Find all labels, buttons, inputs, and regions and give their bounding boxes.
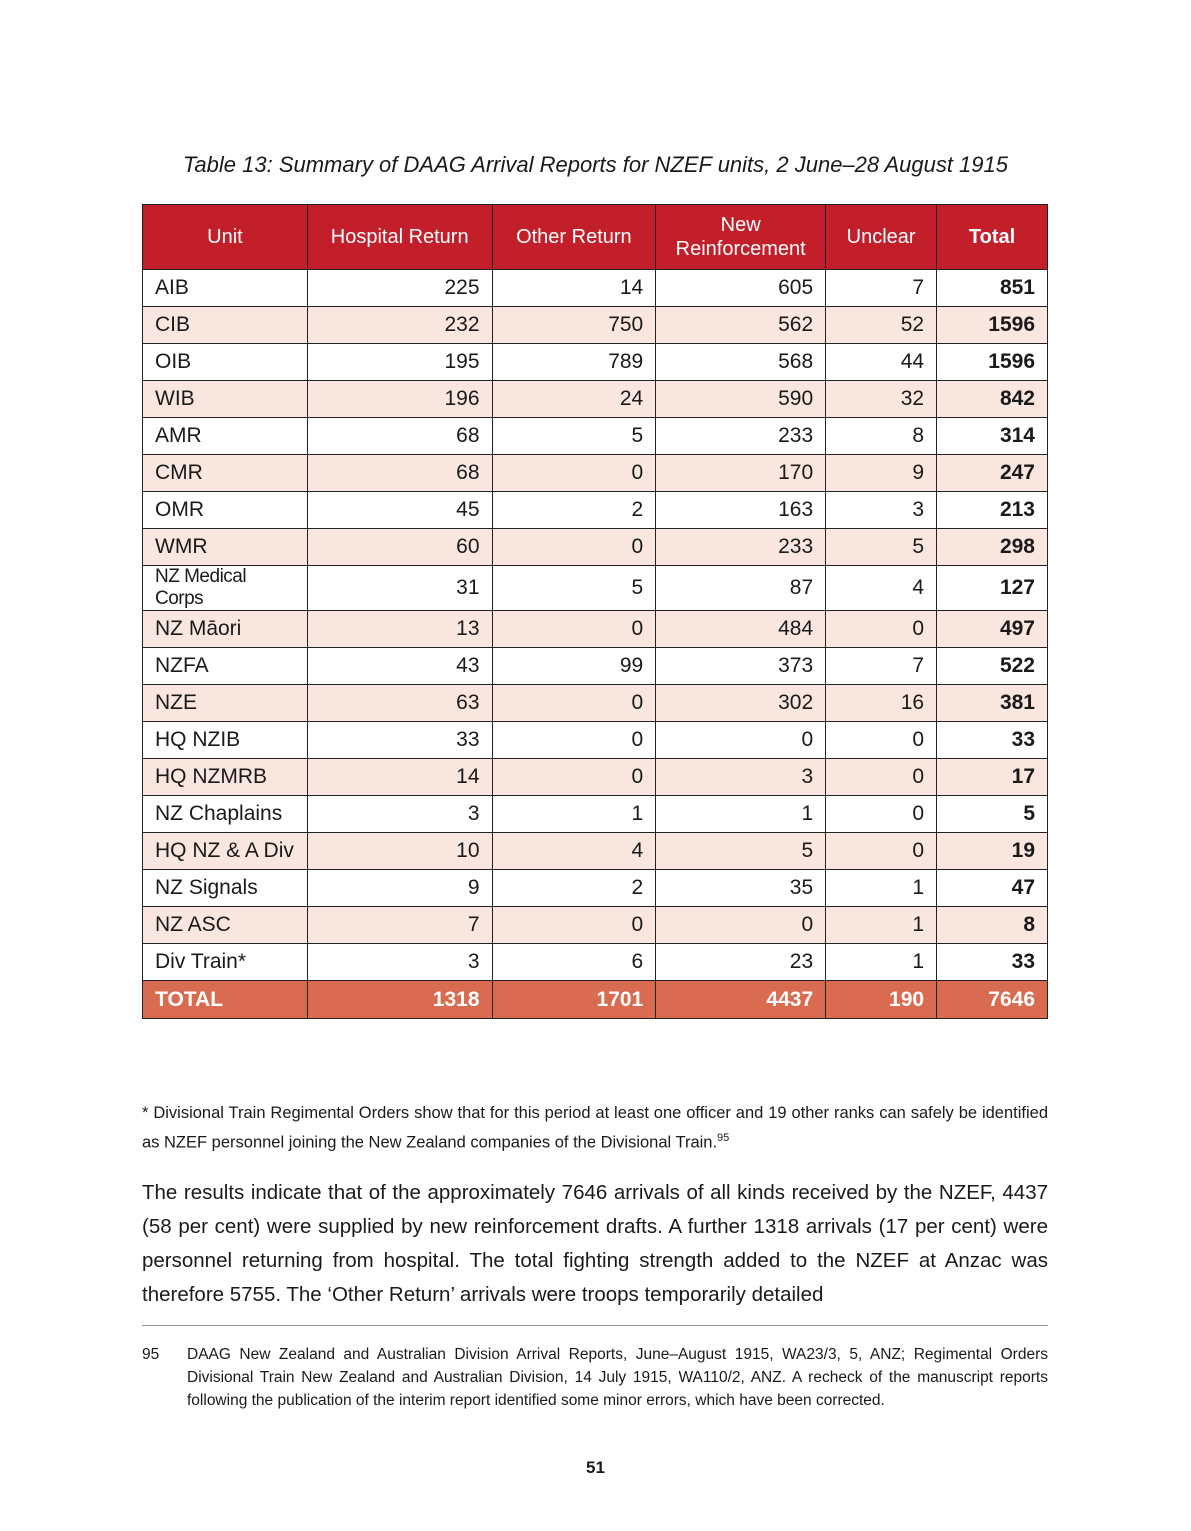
total-cell-new-reinforcement: 4437 <box>656 981 826 1019</box>
cell-new-reinforcement: 0 <box>656 907 826 944</box>
cell-hospital-return: 10 <box>307 833 492 870</box>
cell-total: 851 <box>937 270 1048 307</box>
cell-other-return: 0 <box>492 907 656 944</box>
cell-hospital-return: 68 <box>307 455 492 492</box>
table-row <box>143 648 1048 685</box>
cell-total: 381 <box>937 685 1048 722</box>
cell-other-return: 750 <box>492 307 656 344</box>
table-note-text: * Divisional Train Regimental Orders show that for this period at least one officer and 19 other ranks can safely be identified as NZEF personnel joining the New Zealand companies of the Divisional Train. <box>142 1104 1048 1152</box>
cell-total: 33 <box>937 944 1048 981</box>
page-number: 51 <box>586 1458 605 1477</box>
header-hospital-return: Hospital Return <box>307 205 492 270</box>
cell-hospital-return: 31 <box>307 566 492 611</box>
cell-new-reinforcement: 1 <box>656 796 826 833</box>
cell-hospital-return: 14 <box>307 759 492 796</box>
cell-unclear: 0 <box>826 833 937 870</box>
cell-hospital-return: 68 <box>307 418 492 455</box>
cell-new-reinforcement: 87 <box>656 566 826 611</box>
cell-other-return: 24 <box>492 381 656 418</box>
table-row <box>143 418 1048 455</box>
cell-unit: HQ NZMRB <box>143 759 308 796</box>
cell-unit: HQ NZ & A Div <box>143 833 308 870</box>
table-row <box>143 907 1048 944</box>
cell-total: 497 <box>937 611 1048 648</box>
footnote-divider <box>142 1325 1048 1326</box>
cell-hospital-return: 45 <box>307 492 492 529</box>
cell-unclear: 1 <box>826 907 937 944</box>
cell-unclear: 0 <box>826 759 937 796</box>
total-cell-unit: TOTAL <box>143 981 308 1019</box>
cell-unit: AMR <box>143 418 308 455</box>
cell-unclear: 0 <box>826 722 937 759</box>
cell-other-return: 2 <box>492 492 656 529</box>
cell-new-reinforcement: 562 <box>656 307 826 344</box>
cell-total: 213 <box>937 492 1048 529</box>
cell-unit: OIB <box>143 344 308 381</box>
cell-unclear: 8 <box>826 418 937 455</box>
cell-new-reinforcement: 5 <box>656 833 826 870</box>
cell-unclear: 1 <box>826 870 937 907</box>
cell-unclear: 44 <box>826 344 937 381</box>
cell-other-return: 5 <box>492 418 656 455</box>
cell-total: 298 <box>937 529 1048 566</box>
cell-unit: NZ Signals <box>143 870 308 907</box>
cell-other-return: 0 <box>492 611 656 648</box>
cell-other-return: 0 <box>492 722 656 759</box>
cell-unit: NZ Māori <box>143 611 308 648</box>
cell-hospital-return: 13 <box>307 611 492 648</box>
cell-unit: NZ ASC <box>143 907 308 944</box>
cell-unit: CIB <box>143 307 308 344</box>
header-new-reinforcement: New Reinforcement <box>656 205 826 270</box>
cell-unit: OMR <box>143 492 308 529</box>
cell-hospital-return: 225 <box>307 270 492 307</box>
cell-new-reinforcement: 484 <box>656 611 826 648</box>
cell-unclear: 1 <box>826 944 937 981</box>
cell-total: 47 <box>937 870 1048 907</box>
header-total: Total <box>937 205 1048 270</box>
cell-hospital-return: 3 <box>307 944 492 981</box>
cell-hospital-return: 63 <box>307 685 492 722</box>
cell-total: 8 <box>937 907 1048 944</box>
cell-unclear: 9 <box>826 455 937 492</box>
cell-other-return: 99 <box>492 648 656 685</box>
cell-unclear: 7 <box>826 648 937 685</box>
cell-new-reinforcement: 233 <box>656 529 826 566</box>
cell-unclear: 0 <box>826 611 937 648</box>
cell-hospital-return: 7 <box>307 907 492 944</box>
cell-hospital-return: 196 <box>307 381 492 418</box>
cell-new-reinforcement: 23 <box>656 944 826 981</box>
cell-unit: NZE <box>143 685 308 722</box>
table-row <box>143 270 1048 307</box>
cell-other-return: 0 <box>492 455 656 492</box>
cell-other-return: 5 <box>492 566 656 611</box>
cell-new-reinforcement: 233 <box>656 418 826 455</box>
cell-new-reinforcement: 3 <box>656 759 826 796</box>
table-row <box>143 307 1048 344</box>
table-row <box>143 944 1048 981</box>
table-note <box>142 1101 1048 1156</box>
footnote <box>142 1343 1048 1412</box>
cell-unit: NZ Chaplains <box>143 796 308 833</box>
total-row <box>143 981 1048 1019</box>
cell-unclear: 4 <box>826 566 937 611</box>
table-row <box>143 381 1048 418</box>
cell-new-reinforcement: 163 <box>656 492 826 529</box>
table-row <box>143 796 1048 833</box>
cell-unit: Div Train* <box>143 944 308 981</box>
footnote-number: 95 <box>142 1346 160 1363</box>
header-unclear: Unclear <box>826 205 937 270</box>
cell-total: 5 <box>937 796 1048 833</box>
table-row <box>143 722 1048 759</box>
cell-new-reinforcement: 373 <box>656 648 826 685</box>
table-row <box>143 870 1048 907</box>
total-cell-total: 7646 <box>937 981 1048 1019</box>
cell-total: 33 <box>937 722 1048 759</box>
cell-unclear: 16 <box>826 685 937 722</box>
cell-hospital-return: 60 <box>307 529 492 566</box>
cell-unclear: 0 <box>826 796 937 833</box>
cell-total: 127 <box>937 566 1048 611</box>
cell-total: 842 <box>937 381 1048 418</box>
body-paragraph: The results indicate that of the approximately 7646 arrivals of all kinds received by the NZEF, 4437 (58 per cent) were supplied by new reinforcement drafts. A further 1318 arrivals (17 per cent) were personnel returning from hospital. The total fighting strength added to the NZEF at Anzac was therefore 5755. The ‘Other Return’ arrivals were troops temporarily detailed <box>142 1181 1048 1306</box>
cell-new-reinforcement: 605 <box>656 270 826 307</box>
header-other-return: Other Return <box>492 205 656 270</box>
cell-other-return: 0 <box>492 685 656 722</box>
table-row <box>143 759 1048 796</box>
cell-hospital-return: 43 <box>307 648 492 685</box>
cell-unclear: 52 <box>826 307 937 344</box>
cell-hospital-return: 33 <box>307 722 492 759</box>
cell-unit: NZFA <box>143 648 308 685</box>
cell-unit: HQ NZIB <box>143 722 308 759</box>
cell-new-reinforcement: 590 <box>656 381 826 418</box>
cell-other-return: 6 <box>492 944 656 981</box>
total-cell-other-return: 1701 <box>492 981 656 1019</box>
cell-new-reinforcement: 302 <box>656 685 826 722</box>
cell-unclear: 3 <box>826 492 937 529</box>
cell-hospital-return: 9 <box>307 870 492 907</box>
cell-unclear: 5 <box>826 529 937 566</box>
cell-total: 19 <box>937 833 1048 870</box>
cell-new-reinforcement: 0 <box>656 722 826 759</box>
table-row <box>143 344 1048 381</box>
cell-hospital-return: 3 <box>307 796 492 833</box>
cell-unclear: 7 <box>826 270 937 307</box>
cell-hospital-return: 232 <box>307 307 492 344</box>
table-row <box>143 833 1048 870</box>
cell-unit: AIB <box>143 270 308 307</box>
cell-other-return: 0 <box>492 529 656 566</box>
table-row <box>143 685 1048 722</box>
cell-unclear: 32 <box>826 381 937 418</box>
cell-unit: NZ Medical Corps <box>143 566 308 611</box>
cell-hospital-return: 195 <box>307 344 492 381</box>
cell-total: 1596 <box>937 307 1048 344</box>
footnote-text: DAAG New Zealand and Australian Division Arrival Reports, June–August 1915, WA23/3, 5, ANZ; Regimental Orders Divisional Train New Zealand and Australian Division, 14 July 1915, WA110/2, ANZ. A recheck of the manuscript reports following the publication of the interim report identified some minor errors, which have been corrected. <box>187 1346 1048 1409</box>
table-header-row <box>143 205 1048 270</box>
cell-new-reinforcement: 568 <box>656 344 826 381</box>
table-row <box>143 529 1048 566</box>
cell-other-return: 789 <box>492 344 656 381</box>
cell-total: 522 <box>937 648 1048 685</box>
arrival-reports-table <box>142 204 1048 1019</box>
table-caption: Table 13: Summary of DAAG Arrival Reports for NZEF units, 2 June–28 August 1915 <box>183 152 1008 177</box>
cell-total: 17 <box>937 759 1048 796</box>
header-unit: Unit <box>143 205 308 270</box>
cell-unit: WMR <box>143 529 308 566</box>
cell-other-return: 1 <box>492 796 656 833</box>
table-row <box>143 492 1048 529</box>
cell-total: 1596 <box>937 344 1048 381</box>
cell-other-return: 14 <box>492 270 656 307</box>
cell-new-reinforcement: 35 <box>656 870 826 907</box>
total-cell-hospital-return: 1318 <box>307 981 492 1019</box>
table-row <box>143 455 1048 492</box>
total-cell-unclear: 190 <box>826 981 937 1019</box>
cell-other-return: 0 <box>492 759 656 796</box>
cell-other-return: 2 <box>492 870 656 907</box>
cell-total: 314 <box>937 418 1048 455</box>
cell-new-reinforcement: 170 <box>656 455 826 492</box>
table-row <box>143 611 1048 648</box>
cell-unit: WIB <box>143 381 308 418</box>
footnote-ref: 95 <box>717 1132 730 1144</box>
cell-total: 247 <box>937 455 1048 492</box>
table-row <box>143 566 1048 611</box>
cell-unit: CMR <box>143 455 308 492</box>
cell-other-return: 4 <box>492 833 656 870</box>
